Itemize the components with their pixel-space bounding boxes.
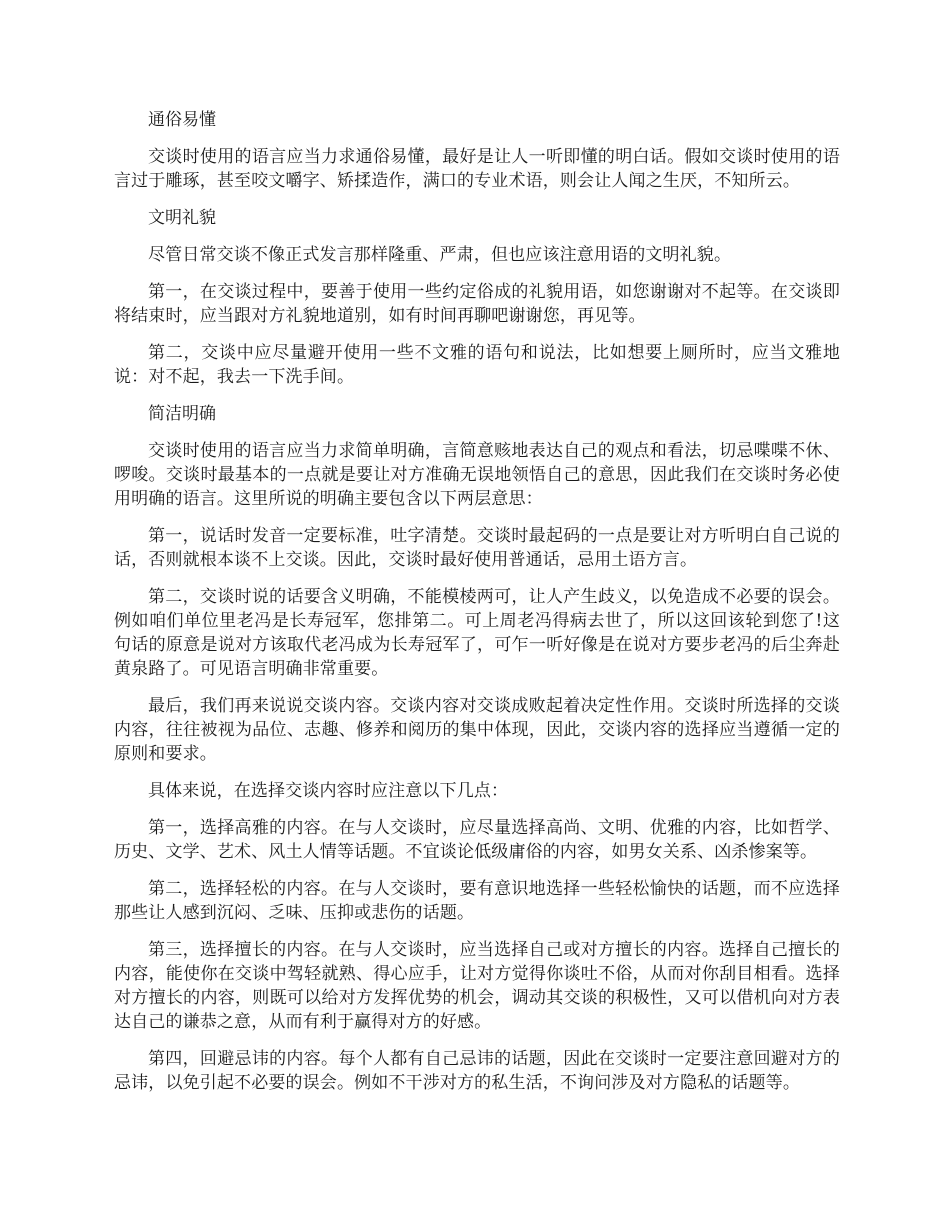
paragraph: 第二，选择轻松的内容。在与人交谈时，要有意识地选择一些轻松愉快的话题，而不应选择那些让人感到沉闷、乏味、压抑或悲伤的话题。 bbox=[114, 879, 840, 923]
paragraph: 第二，交谈中应尽量避开使用一些不文雅的语句和说法，比如想要上厕所时，应当文雅地说：对不起，我去一下洗手间。 bbox=[114, 343, 840, 387]
paragraph: 交谈时使用的语言应当力求通俗易懂，最好是让人一听即懂的明白话。假如交谈时使用的语言过于雕琢，甚至咬文嚼字、矫揉造作，满口的专业术语，则会让人闻之生厌，不知所云。 bbox=[114, 147, 840, 191]
paragraph: 第一，选择高雅的内容。在与人交谈时，应尽量选择高尚、文明、优雅的内容，比如哲学、历史、文学、艺术、风土人情等话题。不宜谈论低级庸俗的内容，如男女关系、凶杀惨案等。 bbox=[114, 818, 840, 862]
paragraph: 第三，选择擅长的内容。在与人交谈时，应当选择自己或对方擅长的内容。选择自己擅长的内容，能使你在交谈中驾轻就熟、得心应手，让对方觉得你谈吐不俗，从而对你刮目相看。选择对方擅长的内容，则既可以给对方发挥优势的机会，调动其交谈的积极性，又可以借机向对方表达自己的谦恭之意，从而有利于赢得对方的好感。 bbox=[114, 940, 840, 1032]
paragraph: 第二，交谈时说的话要含义明确，不能模棱两可，让人产生歧义，以免造成不必要的误会。例如咱们单位里老冯是长寿冠军，您排第二。可上周老冯得病去世了，所以这回该轮到您了!这句话的原意是说对方该取代老冯成为长寿冠军了，可乍一听好像是在说对方要步老冯的后尘奔赴黄泉路了。可见语言明确非常重要。 bbox=[114, 587, 840, 679]
paragraph: 尽管日常交谈不像正式发言那样隆重、严肃，但也应该注意用语的文明礼貌。 bbox=[148, 245, 732, 265]
section-heading: 通俗易懂 bbox=[148, 110, 216, 130]
paragraph: 最后，我们再来说说交谈内容。交谈内容对交谈成败起着决定性作用。交谈时所选择的交谈内容，往往被视为品位、志趣、修养和阅历的集中体现，因此，交谈内容的选择应当遵循一定的原则和要求。 bbox=[114, 696, 840, 764]
section-heading: 简洁明确 bbox=[148, 404, 216, 424]
paragraph: 具体来说，在选择交谈内容时应注意以下几点： bbox=[148, 781, 509, 801]
paragraph: 第一，在交谈过程中，要善于使用一些约定俗成的礼貌用语，如您谢谢对不起等。在交谈即将结束时，应当跟对方礼貌地道别，如有时间再聊吧谢谢您，再见等。 bbox=[114, 282, 840, 326]
paragraph: 交谈时使用的语言应当力求简单明确，言简意赅地表达自己的观点和看法，切忌喋喋不休、啰唆。交谈时最基本的一点就是要让对方准确无误地领悟自己的意思，因此我们在交谈时务必使用明确的语言。这里所说的明确主要包含以下两层意思： bbox=[114, 441, 840, 509]
paragraph: 第一，说话时发音一定要标准，吐字清楚。交谈时最起码的一点是要让对方听明白自己说的话，否则就根本谈不上交谈。因此，交谈时最好使用普通话，忌用土语方言。 bbox=[114, 526, 840, 570]
paragraph: 第四，回避忌讳的内容。每个人都有自己忌讳的话题，因此在交谈时一定要注意回避对方的忌讳，以免引起不必要的误会。例如不干涉对方的私生活，不询问涉及对方隐私的话题等。 bbox=[114, 1049, 840, 1093]
document-page bbox=[114, 108, 840, 1108]
section-heading: 文明礼貌 bbox=[148, 208, 216, 228]
